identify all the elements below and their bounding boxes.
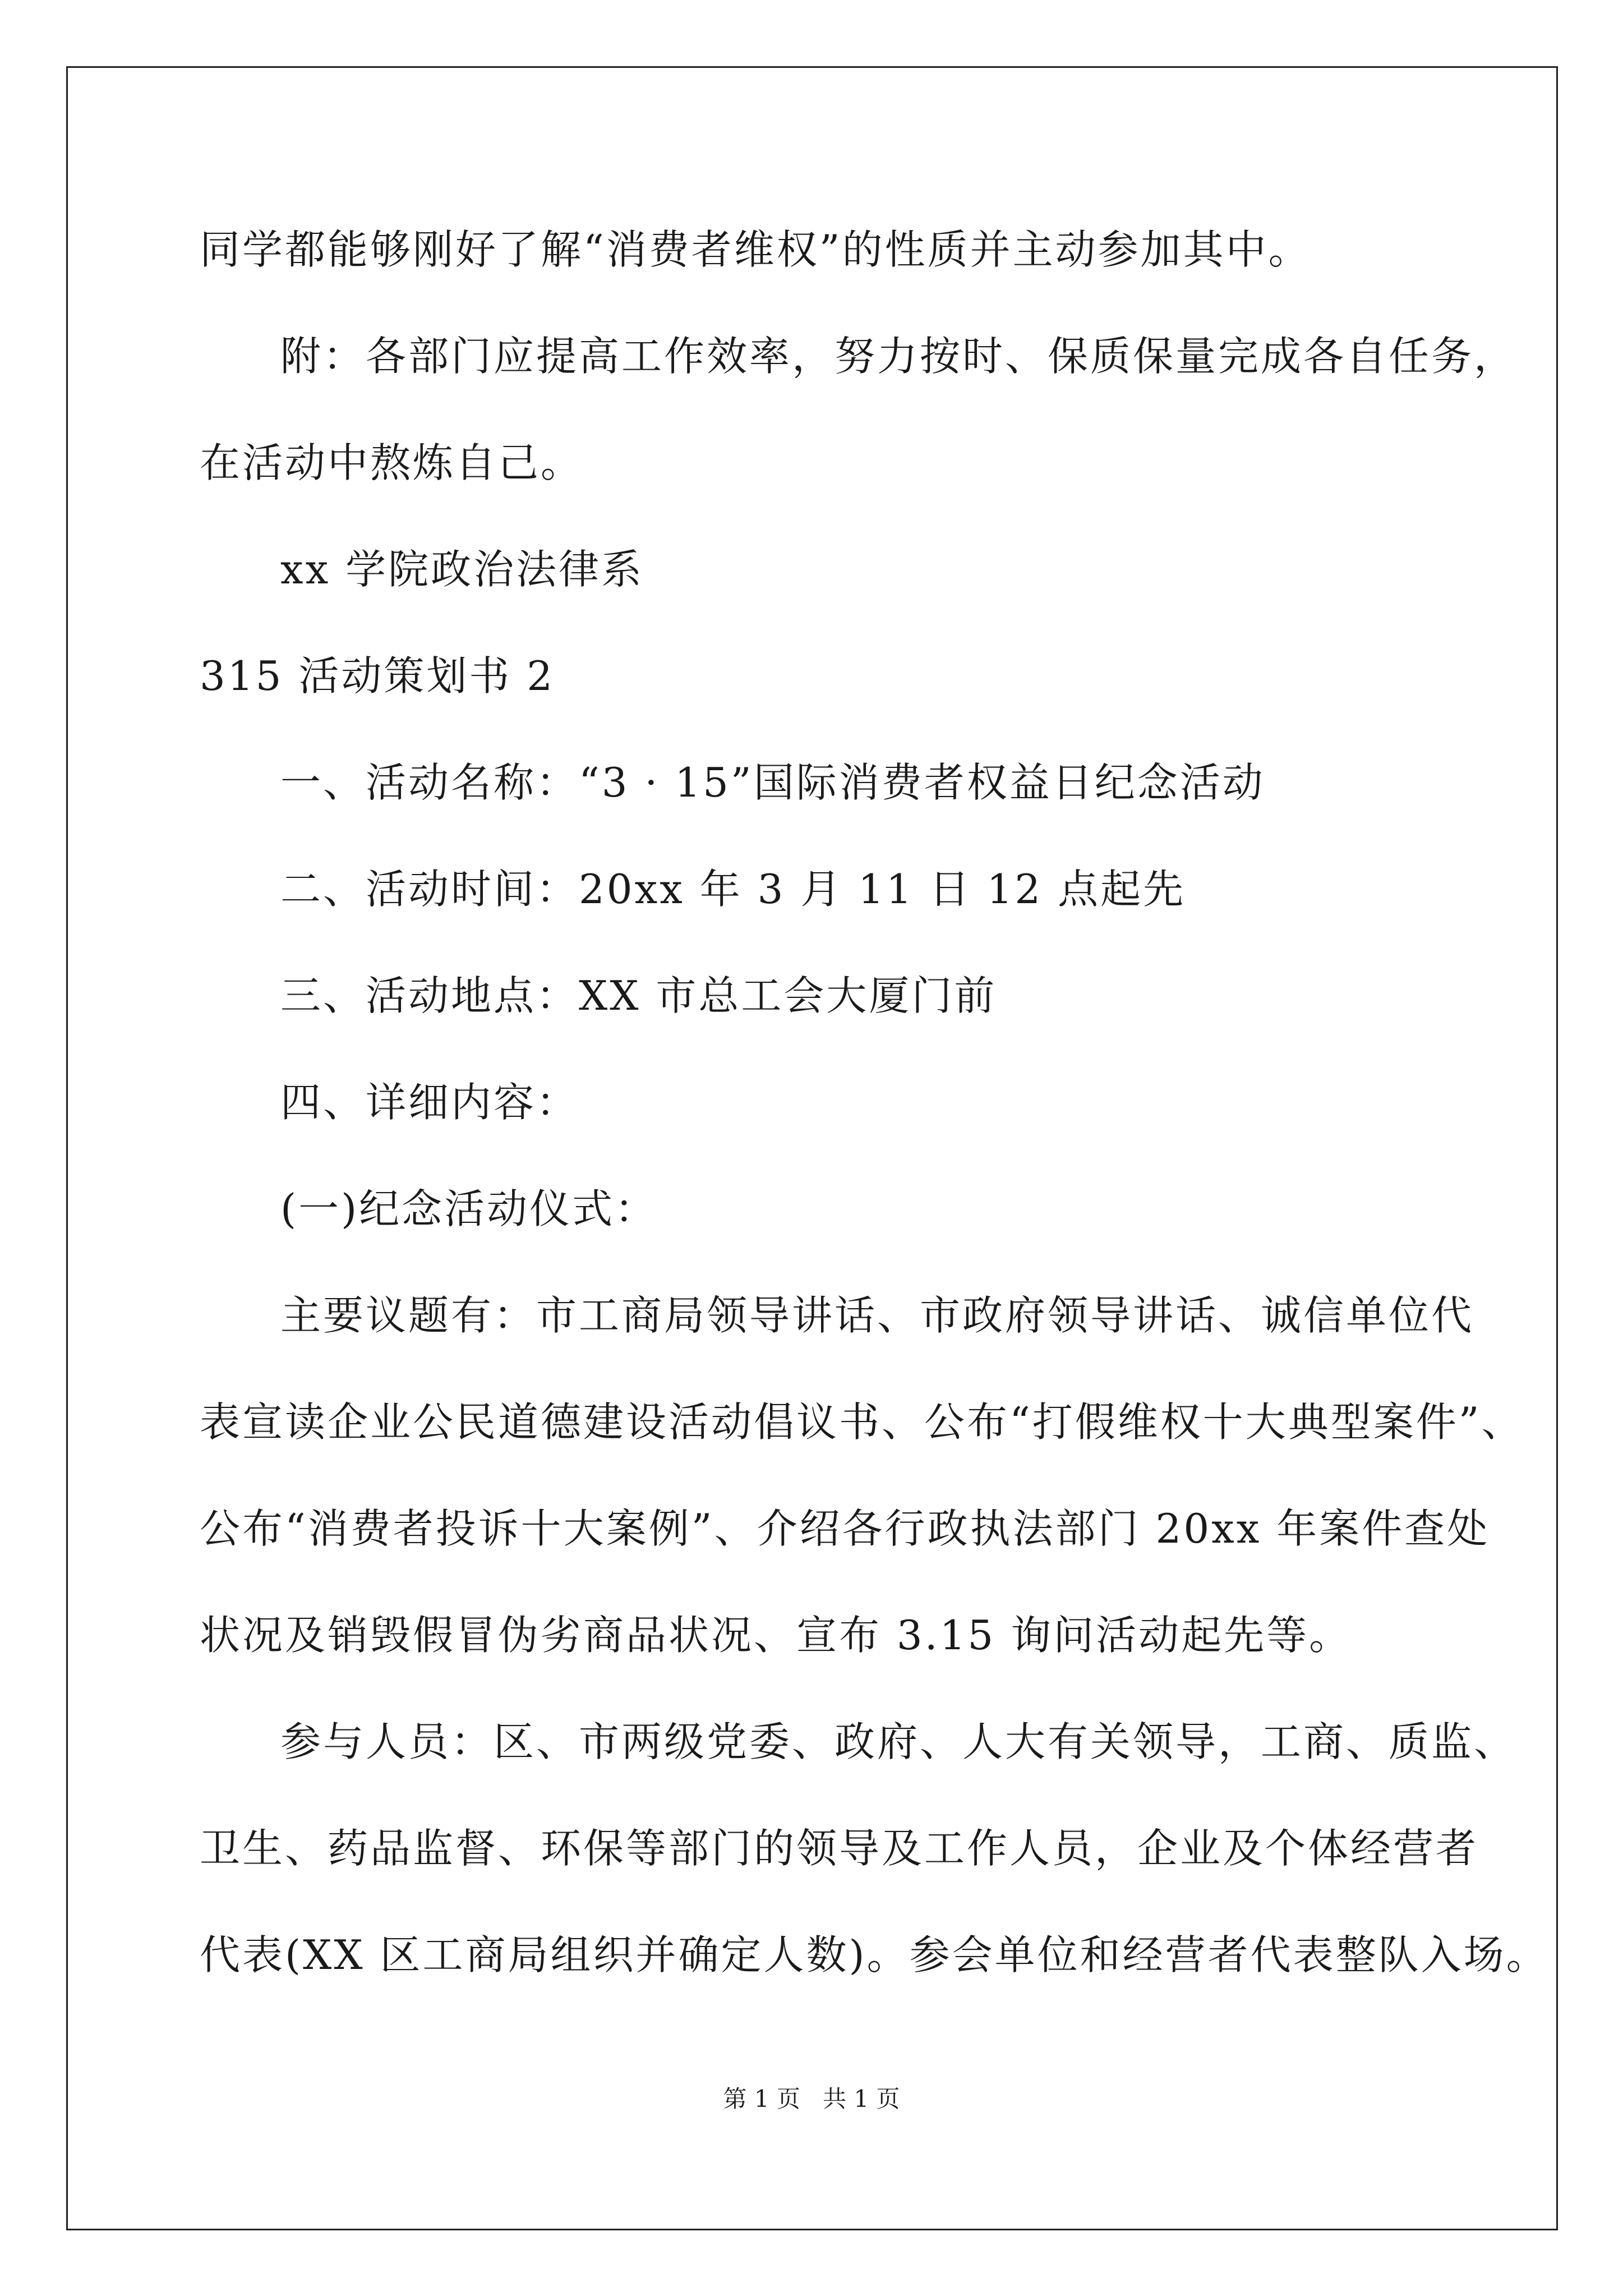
body-line-agenda-2: 表宣读企业公民道德建设活动倡议书、公布“打假维权十大典型案件”、 [200, 1398, 1524, 1446]
section-title: 315 活动策划书 2 [200, 652, 555, 700]
body-line-participants-1: 参与人员：区、市两级党委、政府、人大有关领导，工商、质监、 [280, 1718, 1517, 1765]
body-line-agenda-4: 状况及销毁假冒伪劣商品状况、宣布 3.15 询问活动起先等。 [200, 1612, 1352, 1659]
page-border [66, 66, 1558, 2230]
body-line-1: 同学都能够刚好了解“消费者维权”的性质并主动参加其中。 [200, 226, 1311, 273]
body-line-2: 附：各部门应提高工作效率，努力按时、保质保量完成各自任务， [280, 333, 1517, 380]
item-activity-name: 一、活动名称：“3 · 15”国际消费者权益日纪念活动 [280, 759, 1265, 806]
item-details-heading: 四、详细内容： [280, 1079, 579, 1126]
page-number-footer: 第 1 页 共 1 页 [723, 2085, 900, 2113]
department-signature: xx 学院政治法律系 [280, 546, 644, 593]
body-line-participants-3: 代表(XX 区工商局组织并确定人数)。参会单位和经营者代表整队入场。 [200, 1931, 1549, 1978]
body-line-agenda-1: 主要议题有：市工商局领导讲话、市政府领导讲话、诚信单位代 [280, 1292, 1474, 1339]
body-line-participants-2: 卫生、药品监督、环保等部门的领导及工作人员，企业及个体经营者 [200, 1825, 1479, 1872]
item-activity-time: 二、活动时间：20xx 年 3 月 11 日 12 点起先 [280, 866, 1186, 913]
body-line-3: 在活动中熬炼自己。 [200, 439, 584, 486]
subsection-heading: (一)纪念活动仪式： [280, 1185, 658, 1232]
item-activity-location: 三、活动地点：XX 市总工会大厦门前 [280, 972, 997, 1019]
body-line-agenda-3: 公布“消费者投诉十大案例”、介绍各行政执法部门 20xx 年案件查处 [200, 1505, 1490, 1552]
